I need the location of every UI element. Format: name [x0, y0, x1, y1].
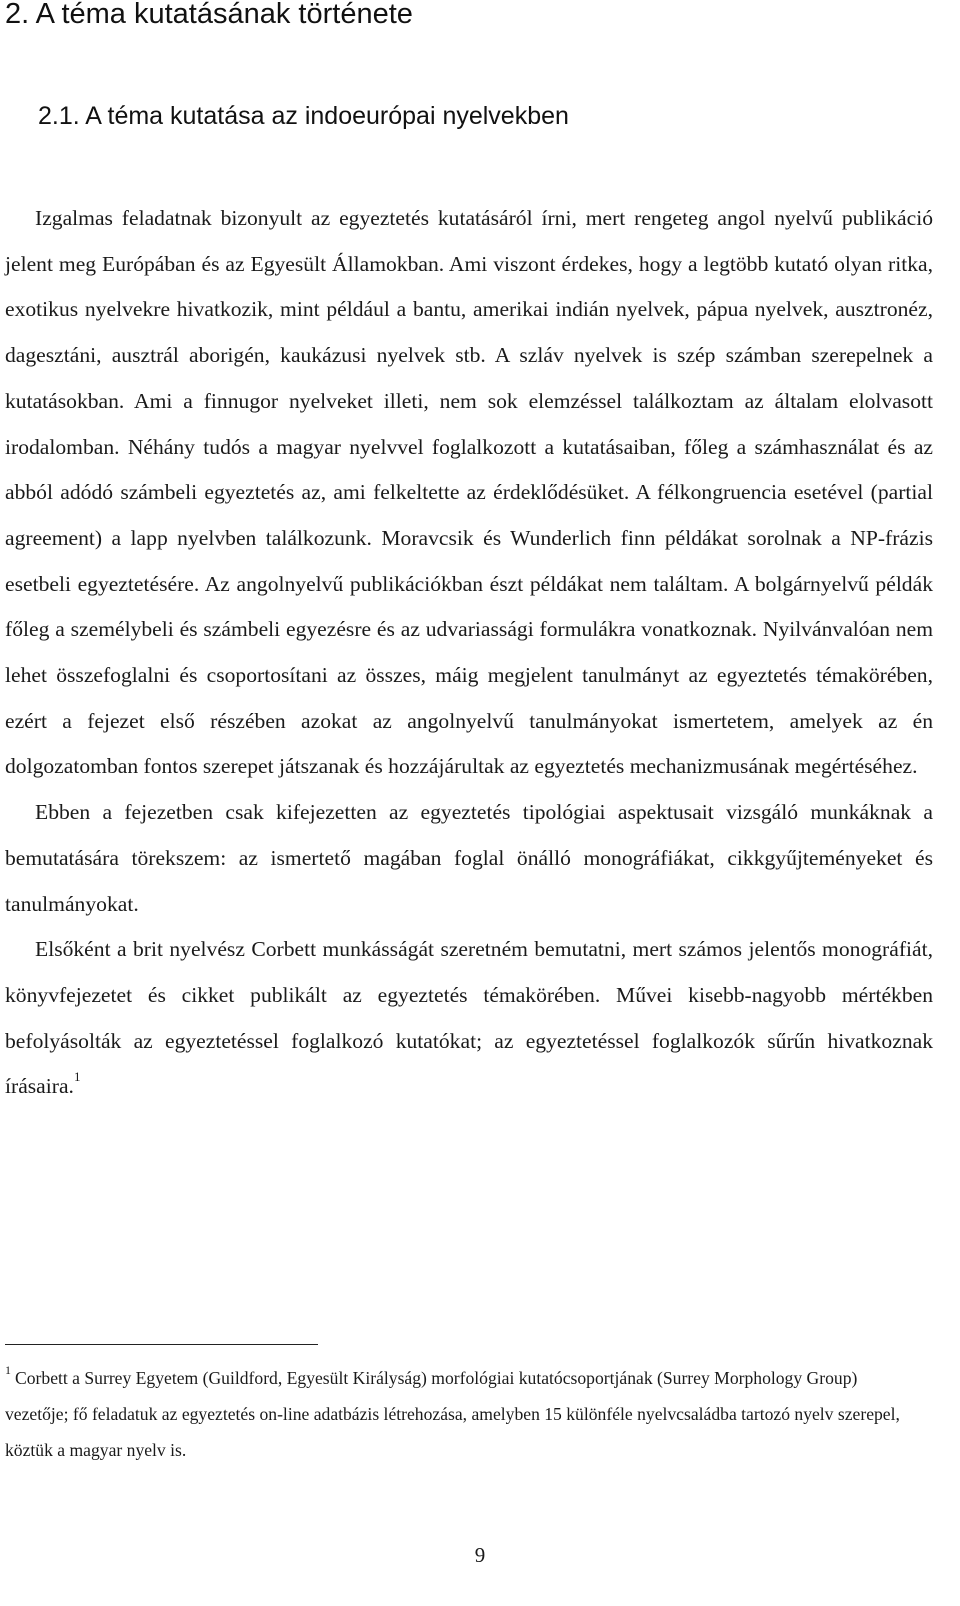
footnote — [5, 1360, 905, 1468]
paragraph-3 — [5, 927, 933, 1110]
paragraph-1: Izgalmas feladatnak bizonyult az egyeztetés kutatásáról írni, mert rengeteg angol nyelvű publikáció jelent meg Európában és az Egyesült Államokban. Ami viszont érdekes, hogy a legtöbb kutató olyan ritka, exotikus nyelvekre hivatkozik, mint például a bantu, amerikai indián nyelvek, pápua nyelvek, ausztronéz, dagesztáni, ausztrál aborigén, kaukázusi nyelvek stb. A szláv nyelvek is szép számban szerepelnek a kutatásokban. Ami a finnugor nyelveket illeti, nem sok elemzéssel találkoztam az általam elolvasott irodalomban. Néhány tudós a magyar nyelvvel foglalkozott a kutatásaiban, főleg a számhasználat és az abból adódó számbeli egyeztetés az, ami felkeltette az érdeklődésüket. A félkongruencia esetével (partial agreement) a lapp nyelvben találkozunk. Moravcsik és Wunderlich finn példákat sorolnak a NP-frázis esetbeli egyeztetésére. Az angolnyelvű publikációkban észt példákat nem találtam. A bolgárnyelvű példák főleg a személybeli és számbeli egyezésre és az udvariassági formulákra vonatkoznak. Nyilvánvalóan nem lehet összefoglalni és csoportosítani az összes, máig megjelent tanulmányt az egyeztetés témakörében, ezért a fejezet első részében azokat az angolnyelvű tanulmányokat ismertetem, amelyek az én dolgozatomban fontos szerepet játszanak és hozzájárultak az egyeztetés mechanizmusának megértéséhez. — [5, 206, 933, 779]
paragraph-2: Ebben a fejezetben csak kifejezetten az egyeztetés tipológiai aspektusait vizsgáló munkáknak a bemutatására törekszem: az ismertető magában foglal önálló monográfiákat, cikkgyűjteményeket és tanulmányokat. — [5, 800, 933, 916]
page-number: 9 — [474, 1543, 486, 1567]
footnote-separator — [5, 1344, 318, 1345]
chapter-title: 2. A téma kutatásának története — [5, 0, 413, 30]
footnote-mark: 1 — [5, 1363, 11, 1377]
body-text — [5, 196, 933, 1110]
paragraph-3-text: Elsőként a brit nyelvész Corbett munkásságát szeretném bemutatni, mert számos jelentős monográfiát, könyvfejezetet és cikket publikált az egyeztetés témakörében. Művei kisebb-nagyobb mértékben befolyásolták az egyeztetéssel foglalkozó kutatókat; az egyeztetéssel foglalkozók sűrűn hivatkoznak írásaira. — [5, 937, 933, 1099]
section-title: 2.1. A téma kutatása az indoeurópai nyelvekben — [38, 102, 569, 130]
footnote-reference[interactable]: 1 — [73, 1069, 81, 1085]
footnote-text: Corbett a Surrey Egyetem (Guildford, Egyesült Királyság) morfológiai kutatócsoportjának (Surrey Morphology Group) vezetője; fő feladatuk az egyeztetés on-line adatbázis létrehozása, amelyben 15 különféle nyelvcsaládba tartozó nyelv szerepel, köztük a magyar nyelv is. — [5, 1368, 900, 1460]
